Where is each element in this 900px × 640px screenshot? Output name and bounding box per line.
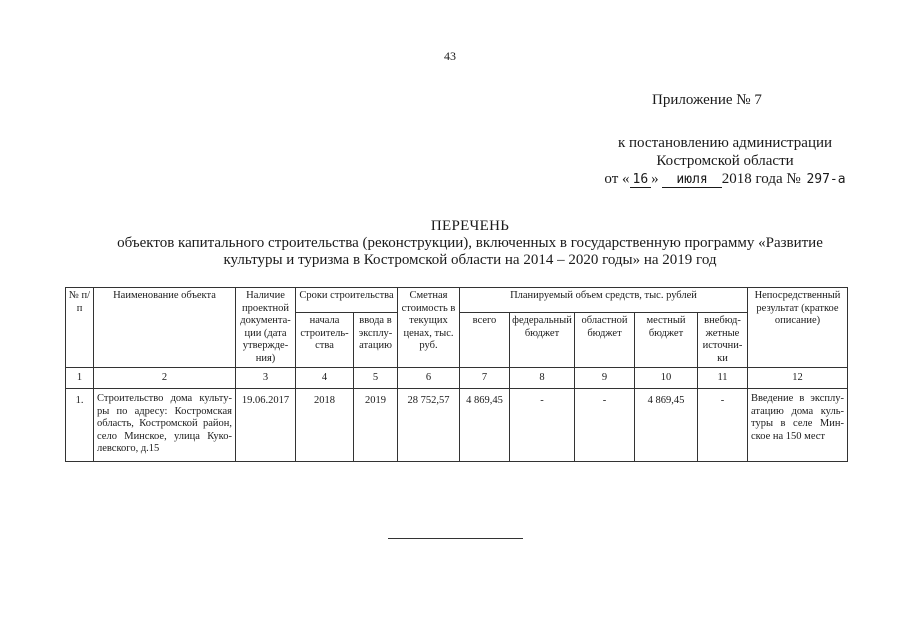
document-heading: ПЕРЕЧЕНЬ	[430, 218, 510, 234]
row-start-year: 2018	[296, 389, 354, 462]
decree-date-line	[590, 170, 860, 188]
header-docs: Наличие проектной документа-ции (дата утвержде-ния)	[236, 288, 296, 368]
column-number: 1	[66, 368, 94, 389]
header-federal: федеральный бюджет	[510, 313, 575, 368]
header-name: Наименование объекта	[94, 288, 236, 368]
header-estimate: Сметная стоимость в текущих ценах, тыс. руб.	[398, 288, 460, 368]
row-num: 1.	[66, 389, 94, 462]
header-regional: областной бюджет	[575, 313, 635, 368]
header-terms-start: начала строитель-ства	[296, 313, 354, 368]
objects-table	[65, 287, 848, 462]
row-total: 4 869,45	[460, 389, 510, 462]
header-planned: Планируемый объем средств, тыс. рублей	[460, 288, 748, 313]
header-local: местный бюджет	[635, 313, 698, 368]
annex-title: Приложение № 7	[652, 92, 762, 108]
column-number: 3	[236, 368, 296, 389]
row-object-name: Строительство дома культу-ры по адресу: Костромская область, Костромской район, село Минское, улица Куко-левского, д.15	[94, 389, 236, 462]
header-offbudget: внебюд-жетные источни-ки	[698, 313, 748, 368]
row-regional: -	[575, 389, 635, 462]
decree-reference	[590, 134, 860, 188]
decree-year: 2018 года №	[721, 171, 801, 187]
row-docs-date: 19.06.2017	[236, 389, 296, 462]
header-num: № п/п	[66, 288, 94, 368]
decree-date-sep: »	[651, 171, 659, 187]
row-commission-year: 2019	[354, 389, 398, 462]
header-row-1	[66, 288, 848, 313]
decree-date-prefix: от «	[604, 171, 630, 187]
decree-line-2: Костромской области	[656, 153, 794, 169]
decree-number: 297-а	[806, 172, 846, 187]
column-number: 4	[296, 368, 354, 389]
row-federal: -	[510, 389, 575, 462]
document-subtitle-line-1: объектов капитального строительства (реконструкции), включенных в государственную программу «Развитие	[117, 235, 823, 251]
column-number: 5	[354, 368, 398, 389]
row-offbudget: -	[698, 389, 748, 462]
decree-day: 16	[630, 172, 652, 188]
column-number: 9	[575, 368, 635, 389]
row-result: Введение в эксплу-атацию дома куль-туры в селе Мин-ское на 150 мест	[748, 389, 848, 462]
column-number-row	[66, 368, 848, 389]
column-number: 10	[635, 368, 698, 389]
document-subtitle-line-2: культуры и туризма в Костромской области на 2014 – 2020 годы» на 2019 год	[223, 252, 717, 268]
column-number: 6	[398, 368, 460, 389]
decree-month: июля	[662, 172, 721, 188]
signoff-line	[388, 538, 523, 539]
document-title-block	[100, 218, 840, 269]
header-result: Непосредственный результат (краткое описание)	[748, 288, 848, 368]
column-number: 12	[748, 368, 848, 389]
header-terms-commission: ввода в эксплу-атацию	[354, 313, 398, 368]
table-row	[66, 389, 848, 462]
header-total: всего	[460, 313, 510, 368]
page-number: 43	[444, 49, 456, 63]
row-estimate: 28 752,57	[398, 389, 460, 462]
decree-line-1: к постановлению администрации	[617, 135, 833, 151]
column-number: 8	[510, 368, 575, 389]
column-number: 11	[698, 368, 748, 389]
header-terms: Сроки строительства	[296, 288, 398, 313]
column-number: 7	[460, 368, 510, 389]
row-local: 4 869,45	[635, 389, 698, 462]
column-number: 2	[94, 368, 236, 389]
